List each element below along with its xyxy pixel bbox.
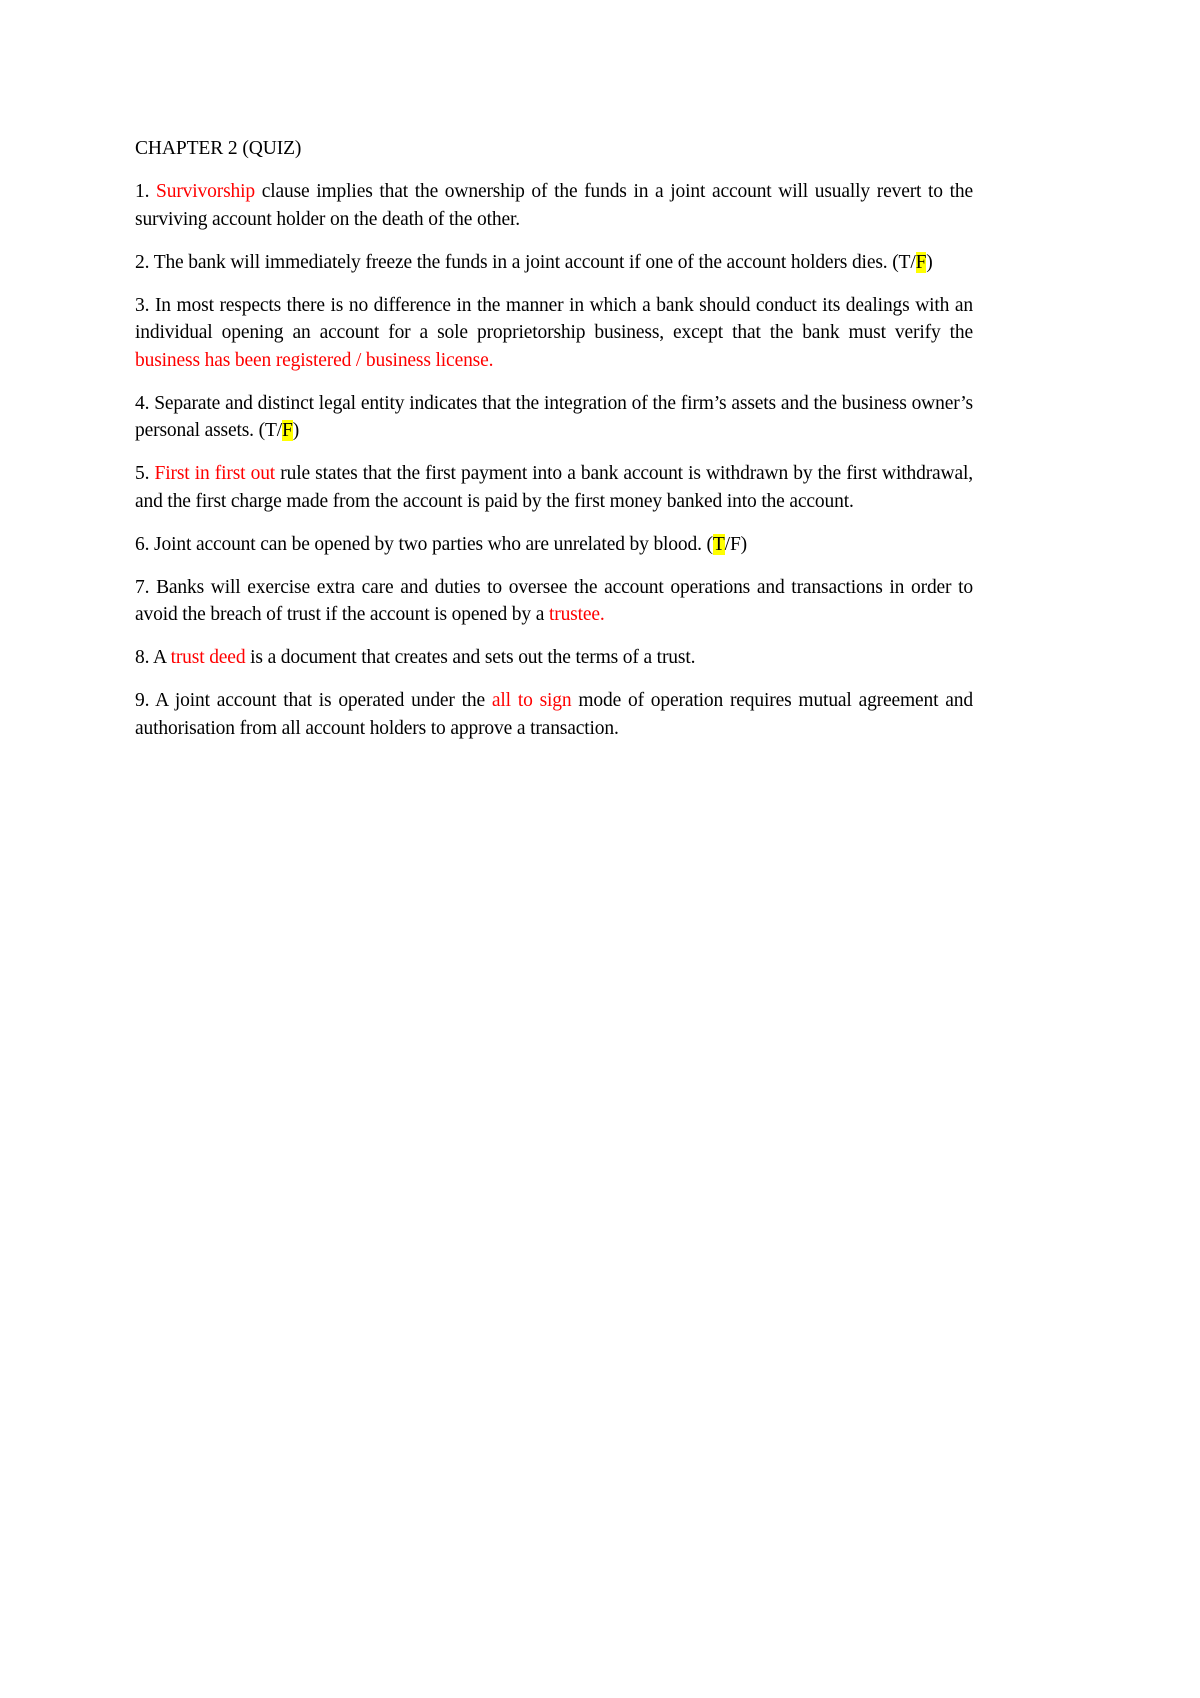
question-4 <box>135 390 973 445</box>
question-text: ) <box>926 251 933 273</box>
question-text: The bank will immediately freeze the funds in a joint account if one of the account holders dies. (T/ <box>149 251 916 273</box>
question-text: Banks will exercise extra care and duties to oversee the account operations and transactions in order to avoid the breach of trust if the account is opened by a <box>135 576 973 625</box>
answer-text: trust deed <box>170 647 246 668</box>
question-number: 3. <box>135 294 150 316</box>
question-number: 2. <box>135 251 150 273</box>
question-number: 4. <box>135 392 150 414</box>
question-text: A joint account that is operated under the <box>149 690 492 711</box>
highlighted-answer: F <box>282 420 293 441</box>
question-number: 8. <box>135 647 150 668</box>
question-text: is a document that creates and sets out the terms of a trust. <box>245 647 696 668</box>
question-text: /F) <box>724 533 747 555</box>
answer-text: trustee <box>548 604 600 625</box>
page-title: CHAPTER 2 (QUIZ) <box>135 138 302 159</box>
question-text: rule states that the first payment into a bank account is withdrawn by the first withdrawal, and the first charge made from the account is paid by the first money banked into the account. <box>135 463 973 512</box>
answer-text: all to sign <box>491 690 572 711</box>
question-number: 6. <box>135 533 150 555</box>
question-5 <box>135 460 973 515</box>
question-text: clause implies that the ownership of the funds in a joint account will usually revert to the surviving account holder on the death of the other. <box>135 181 973 230</box>
question-9 <box>135 687 973 742</box>
question-number: 9. <box>135 690 150 711</box>
question-1 <box>135 178 973 233</box>
question-text: A <box>149 647 171 668</box>
highlighted-answer: T <box>712 533 725 555</box>
question-text: In most respects there is no difference in the manner in which a bank should conduct its dealings with an individual opening an account for a sole proprietorship business, except that the bank must verify the <box>135 294 973 343</box>
question-text: Joint account can be opened by two parties who are unrelated by blood. ( <box>149 533 713 555</box>
question-text: mode of operation requires mutual agreement and authorisation from all account holders to approve a transaction. <box>135 690 974 739</box>
question-7 <box>135 574 973 629</box>
answer-text: First in first out <box>154 463 276 484</box>
highlighted-answer: F <box>915 251 927 273</box>
question-text: ) <box>292 420 300 441</box>
question-number: 1. <box>135 181 150 202</box>
answer-punctuation: . <box>488 349 494 371</box>
question-number: 7. <box>135 576 150 598</box>
question-number: 5. <box>135 463 150 484</box>
answer-text: business has been registered / business license <box>135 349 489 371</box>
question-8 <box>135 644 973 672</box>
question-3 <box>135 292 973 375</box>
answer-punctuation: . <box>599 604 605 625</box>
question-2 <box>135 249 973 277</box>
answer-text: Survivorship <box>156 181 256 202</box>
question-6 <box>135 531 973 559</box>
question-text: Separate and distinct legal entity indicates that the integration of the firm’s assets and the business owner’s personal assets. (T/ <box>135 392 973 441</box>
document-page <box>135 135 973 758</box>
